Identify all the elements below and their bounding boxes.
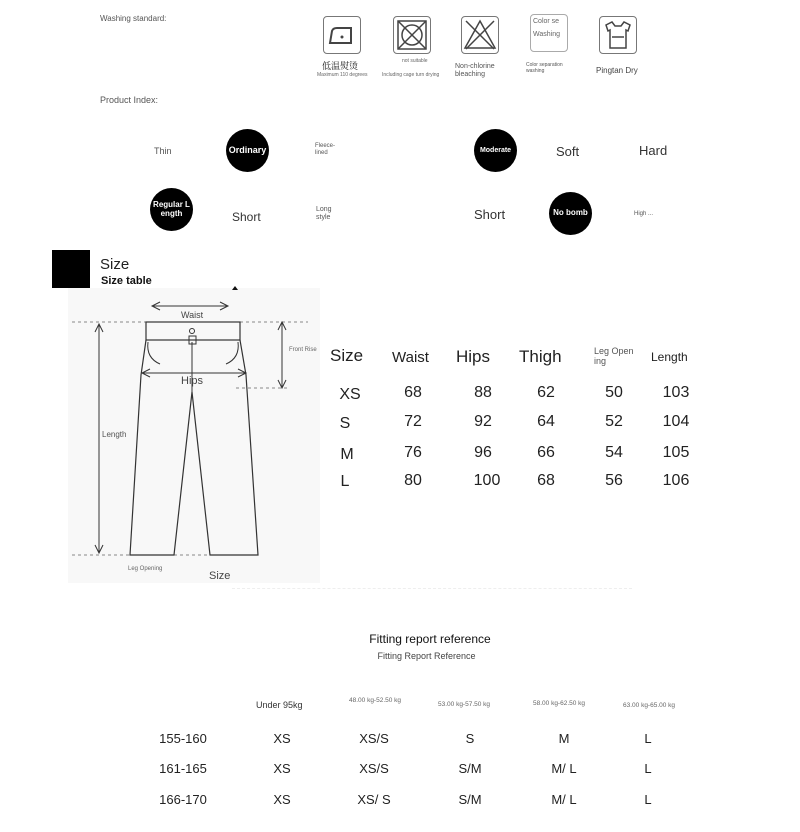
length-cell: 106 [662, 472, 690, 489]
fit-cell: XS/ S [357, 792, 391, 807]
color-sep-inner-2: Washing [533, 31, 560, 38]
care-label-1: 低温熨烫 [322, 61, 359, 71]
washing-standard-title: Washing standard: [100, 14, 167, 23]
care-label-5: Pingtan Dry [596, 66, 638, 75]
flat-dry-icon [599, 16, 637, 54]
index-soft: Soft [556, 144, 580, 159]
index-ordinary-selected: Ordinary [226, 129, 269, 172]
size-cell: S [339, 415, 351, 432]
leg-opening-cell: 50 [605, 384, 623, 401]
thigh-cell: 62 [537, 384, 555, 401]
thigh-cell: 66 [537, 444, 555, 461]
fit-cell: XS/S [359, 761, 389, 776]
index-fleece: Fleece-lined [315, 143, 336, 157]
leg-opening-cell: 52 [605, 413, 623, 430]
thigh-cell: 68 [537, 472, 555, 489]
iron-low-temp-icon [323, 16, 361, 54]
no-tumble-dry-icon [393, 16, 431, 54]
fit-cell: S/M [458, 792, 482, 807]
index-regular-length-selected: Regular L ength [150, 188, 193, 231]
fitting-header-2: 48.00 kg-52.50 kg [349, 697, 402, 704]
fit-cell: XS/S [359, 731, 389, 746]
index-hard: Hard [639, 143, 668, 158]
hips-cell: 100 [473, 472, 501, 489]
leg-opening-cell: 54 [605, 444, 623, 461]
index-short-2: Short [474, 207, 506, 222]
care-label-2: not suitable [402, 58, 428, 64]
length-cell: 104 [662, 413, 690, 430]
length-cell: 105 [662, 444, 690, 461]
diagram-caption: Size [209, 570, 231, 582]
color-sep-inner-1: Color se [533, 18, 560, 25]
size-table-header-size: Size [330, 346, 364, 365]
fitting-header-4: 58.00 kg-62.50 kg [533, 700, 586, 707]
no-chlorine-bleach-icon [461, 16, 499, 54]
waist-cell: 72 [404, 413, 422, 430]
size-cell: L [340, 473, 350, 490]
size-table-subheading: Size table [101, 275, 152, 285]
fit-cell: XS [273, 792, 291, 807]
divider [232, 588, 632, 590]
thigh-cell: 64 [537, 413, 555, 430]
hips-cell: 92 [474, 413, 492, 430]
fit-cell: M [558, 731, 570, 746]
size-heading: Size [100, 256, 130, 273]
waist-cell: 80 [404, 472, 422, 489]
fit-cell: S [465, 731, 475, 746]
fitting-subtitle: Fitting Report Reference [377, 651, 476, 661]
index-high: High ... [634, 211, 654, 217]
diagram-hips-label: Hips [181, 375, 204, 387]
fit-cell: XS [273, 761, 291, 776]
fit-cell: L [644, 731, 652, 746]
length-cell: 103 [662, 384, 690, 401]
fit-cell: S/M [458, 761, 482, 776]
size-cell: M [340, 446, 354, 463]
hips-cell: 96 [474, 444, 492, 461]
size-table-header-leg-opening: Leg Open ing [594, 346, 634, 366]
size-table-header-length: Length [651, 350, 688, 364]
index-thin: Thin [154, 146, 172, 156]
diagram-waist-label: Waist [181, 310, 204, 320]
leg-opening-cell: 56 [605, 472, 623, 489]
fitting-title: Fitting report reference [369, 632, 491, 646]
care-sub-1: Maximum 110 degrees [317, 72, 368, 78]
fitting-header-1: Under 95kg [256, 700, 303, 710]
index-short: Short [232, 210, 261, 224]
care-sub-2: Including cage turn drying [382, 72, 440, 78]
height-cell: 166-170 [159, 792, 207, 807]
fitting-header-5: 63.00 kg-65.00 kg [623, 702, 676, 709]
color-separation-icon [530, 14, 568, 52]
product-index-title: Product Index: [100, 95, 159, 105]
fit-cell: M/ L [551, 792, 577, 807]
size-table-header-waist: Waist [392, 349, 429, 366]
fit-cell: M/ L [551, 761, 577, 776]
care-label-4: Color separation washing [526, 62, 563, 74]
fit-cell: XS [273, 731, 291, 746]
waist-cell: 68 [404, 384, 422, 401]
index-no-bomb-selected: No bomb [549, 192, 592, 235]
size-table-header-thigh: Thigh [519, 347, 562, 366]
care-label-3: Non-chlorine bleaching [455, 63, 495, 78]
diagram-leg-opening-label: Leg Opening [128, 566, 163, 572]
hips-cell: 88 [474, 384, 492, 401]
size-cell: XS [339, 386, 361, 403]
height-cell: 161-165 [159, 761, 207, 776]
fitting-header-3: 53.00 kg-57.50 kg [438, 701, 491, 708]
size-table-header-hips: Hips [456, 347, 491, 366]
index-moderate-selected: Moderate [474, 129, 517, 172]
fit-cell: L [644, 792, 652, 807]
waist-cell: 76 [404, 444, 422, 461]
diagram-length-label: Length [102, 430, 127, 439]
fit-cell: L [644, 761, 652, 776]
height-cell: 155-160 [159, 731, 207, 746]
diagram-front-rise-label: Front Rise [289, 347, 317, 353]
index-long-style: Long style [316, 206, 332, 222]
